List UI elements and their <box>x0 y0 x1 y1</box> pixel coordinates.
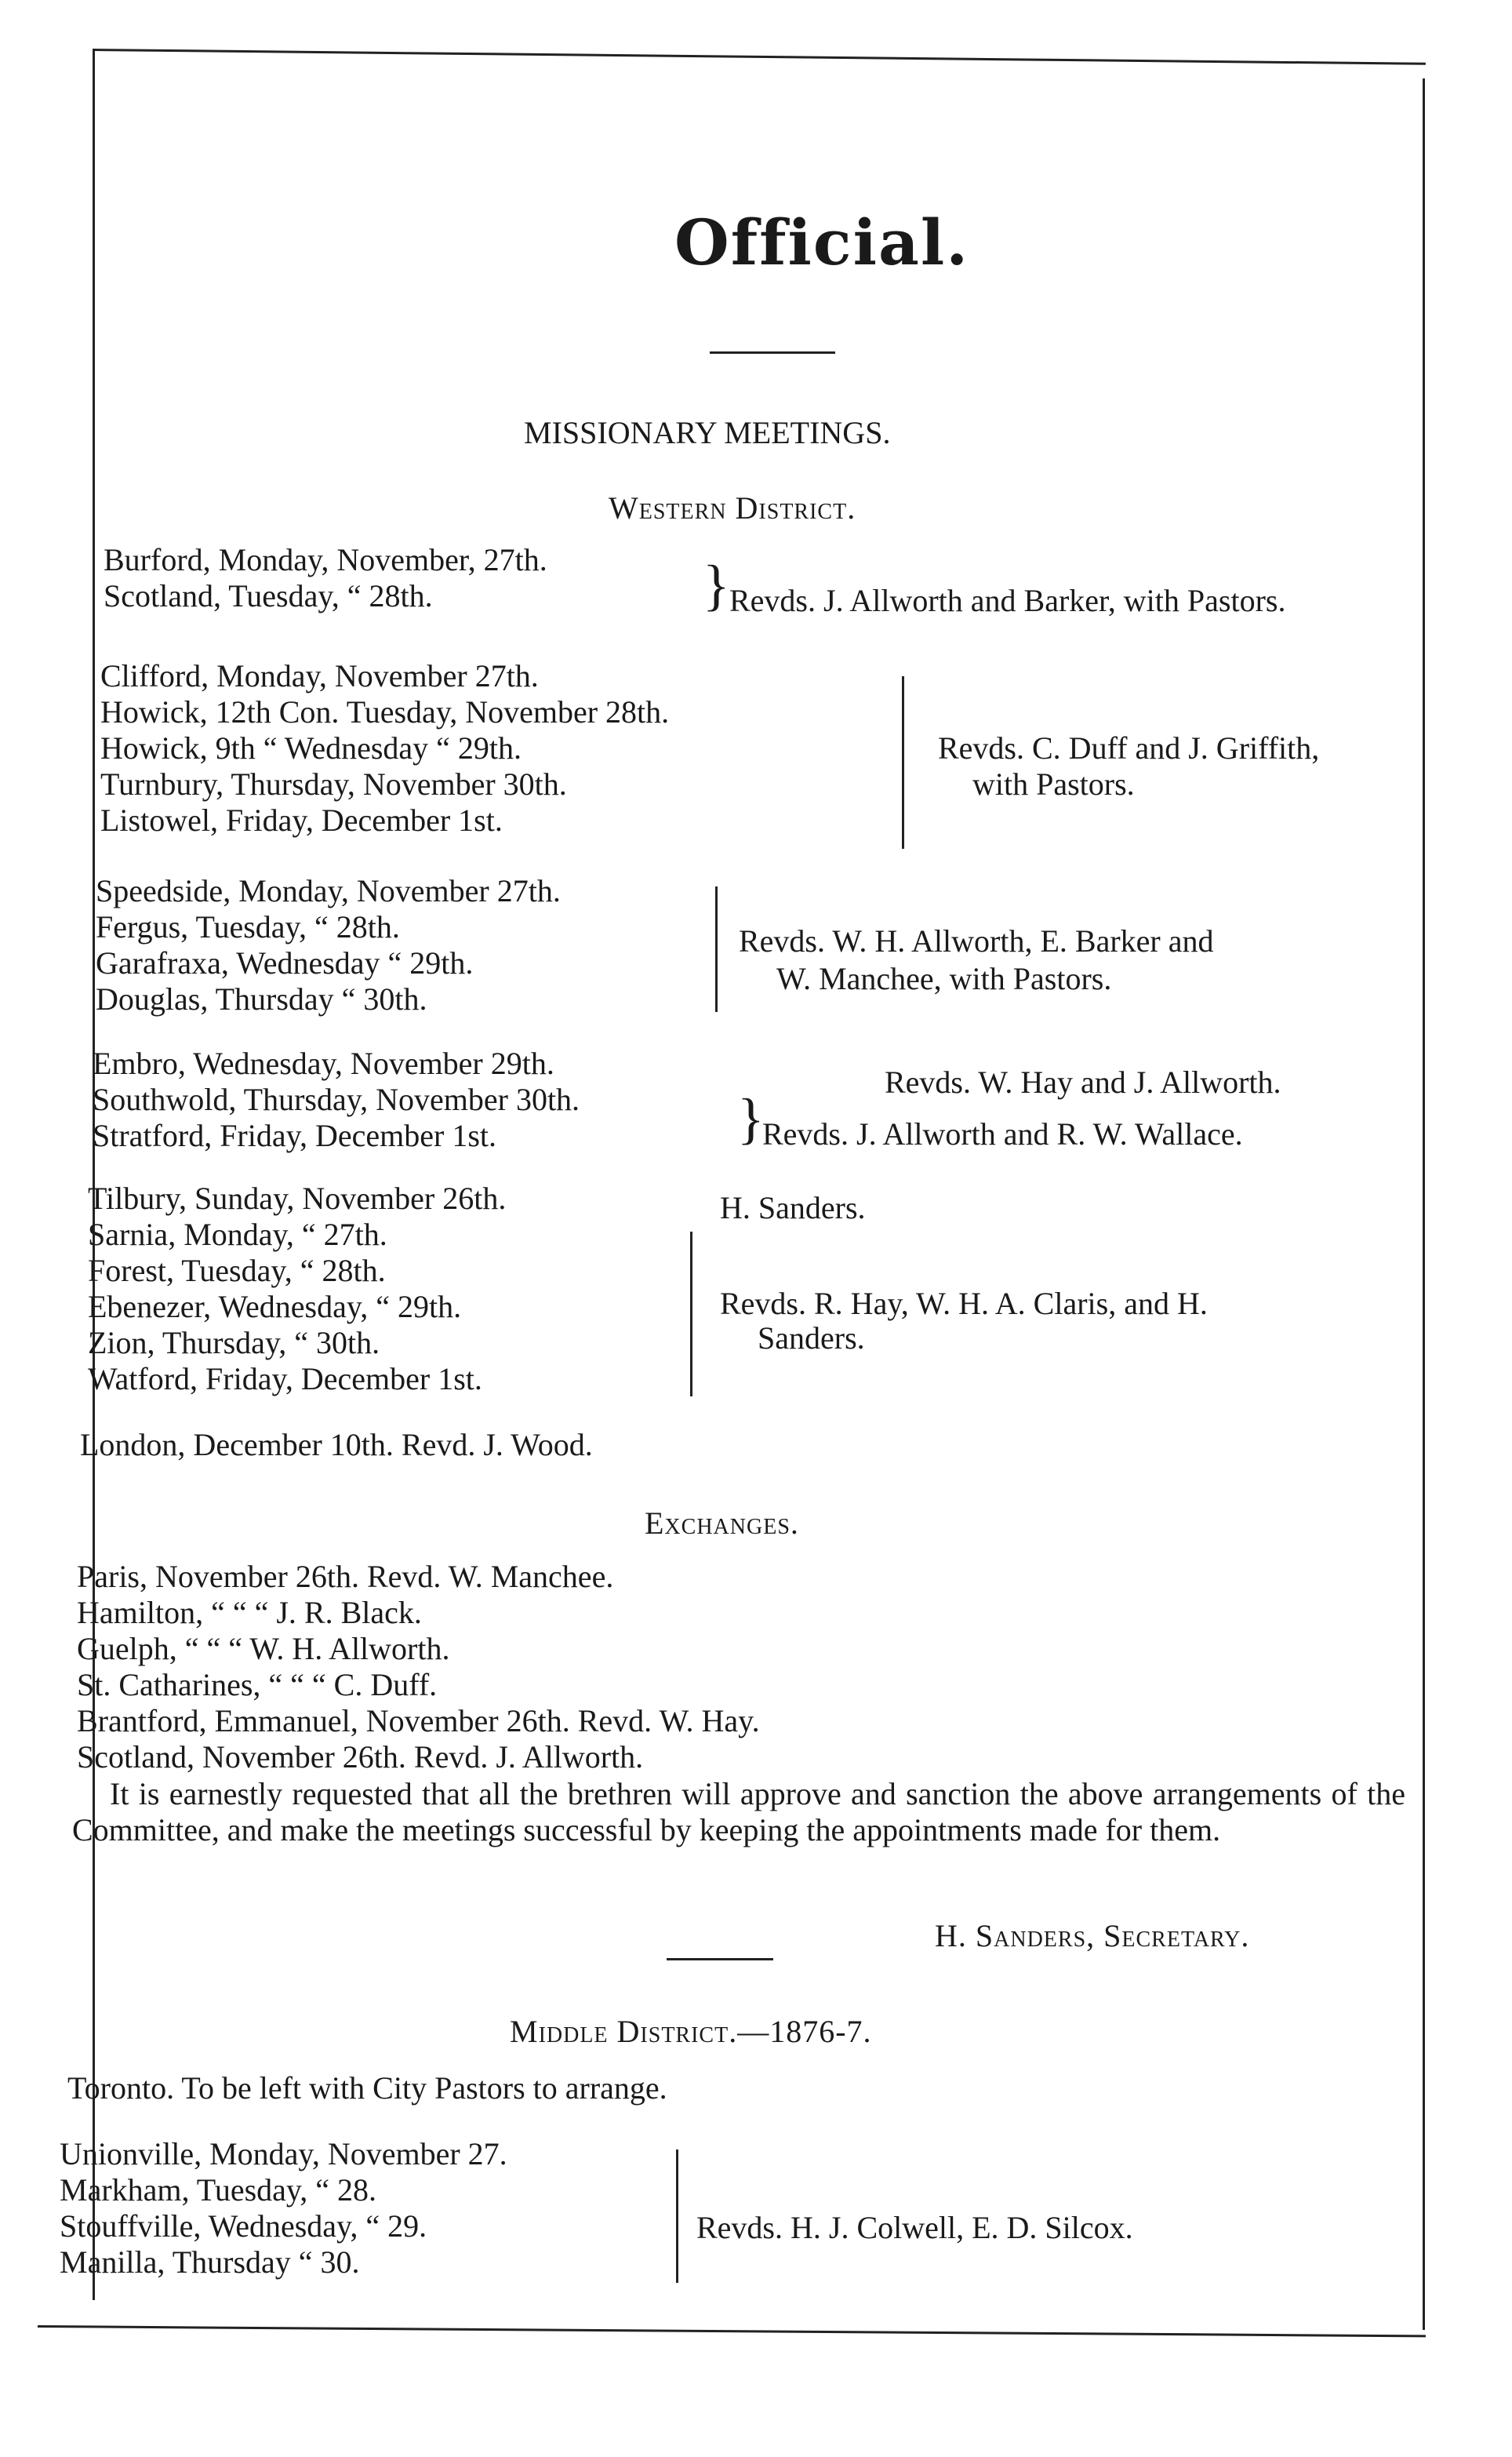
exchange-line: St. Catharines, “ “ “ C. Duff. <box>77 1667 438 1702</box>
meeting-line: Douglas, Thursday “ 30th. <box>96 981 427 1017</box>
meeting-line: Zion, Thursday, “ 30th. <box>88 1325 380 1360</box>
page-frame-bottom <box>38 2325 1426 2337</box>
exchanges-heading: Exchanges. <box>645 1505 799 1541</box>
western-district-heading: Western District. <box>609 490 856 526</box>
toronto-line: Toronto. To be left with City Pastors to arrange. <box>67 2070 667 2106</box>
exchange-line: Hamilton, “ “ “ J. R. Black. <box>77 1595 422 1630</box>
meeting-line: Howick, 12th Con. Tuesday, November 28th. <box>100 694 670 730</box>
meeting-line: Fergus, Tuesday, “ 28th. <box>96 909 400 945</box>
ministers: Sanders. <box>758 1320 865 1356</box>
meeting-line: Unionville, Monday, November 27. <box>60 2136 507 2171</box>
ministers: H. Sanders. <box>720 1190 866 1225</box>
brace <box>902 676 904 849</box>
title-rule <box>710 351 835 354</box>
ministers: Revds. C. Duff and J. Griffith, <box>938 730 1320 766</box>
page-frame-right <box>1423 78 1425 2330</box>
page-frame-top <box>93 49 1426 65</box>
meeting-line: Southwold, Thursday, November 30th. <box>93 1082 580 1117</box>
exchange-line: Scotland, November 26th. Revd. J. Allworth. <box>77 1739 644 1774</box>
meeting-line: Markham, Tuesday, “ 28. <box>60 2172 377 2208</box>
meeting-line: Speedside, Monday, November 27th. <box>96 873 561 908</box>
exchange-line: Brantford, Emmanuel, November 26th. Revd. W. Hay. <box>77 1703 760 1738</box>
ministers: Revds. R. Hay, W. H. A. Claris, and H. <box>720 1286 1208 1321</box>
meeting-line: Turnbury, Thursday, November 30th. <box>100 766 567 802</box>
page-title: Official. <box>674 206 970 279</box>
meeting-line: Garafraxa, Wednesday “ 29th. <box>96 945 474 981</box>
meeting-line: Stouffville, Wednesday, “ 29. <box>60 2208 427 2244</box>
ministers: Revds. H. J. Colwell, E. D. Silcox. <box>696 2210 1133 2245</box>
exchange-line: Paris, November 26th. Revd. W. Manchee. <box>77 1559 614 1594</box>
london-line: London, December 10th. Revd. J. Wood. <box>80 1427 593 1462</box>
request-note: It is earnestly requested that all the brethren will approve and sanction the above arrangements of the Committee, and make the meetings successful by keeping the appointments made for them. <box>72 1776 1405 1847</box>
meeting-line: Sarnia, Monday, “ 27th. <box>88 1217 387 1252</box>
meeting-line: Manilla, Thursday “ 30. <box>60 2244 360 2280</box>
meeting-line: Tilbury, Sunday, November 26th. <box>88 1181 507 1216</box>
page-frame-left <box>93 49 95 2300</box>
brace <box>690 1232 692 1396</box>
middle-district-heading: Middle District.—1876-7. <box>510 2014 872 2049</box>
main-heading: MISSIONARY MEETINGS. <box>524 415 891 450</box>
brace <box>676 2149 678 2283</box>
brace <box>715 886 718 1012</box>
ministers: with Pastors. <box>972 766 1135 802</box>
ministers: W. Manchee, with Pastors. <box>776 961 1112 996</box>
ministers: Revds. W. Hay and J. Allworth. <box>885 1065 1281 1100</box>
ministers: Revds. J. Allworth and R. W. Wallace. <box>762 1116 1243 1152</box>
ministers: Revds. J. Allworth and Barker, with Pastors. <box>729 583 1286 618</box>
brace: } <box>703 554 730 617</box>
meeting-line: Clifford, Monday, November 27th. <box>100 658 539 693</box>
meeting-line: Ebenezer, Wednesday, “ 29th. <box>88 1289 462 1324</box>
ministers: Revds. W. H. Allworth, E. Barker and <box>739 923 1214 959</box>
section-rule <box>667 1958 773 1960</box>
meeting-line: Scotland, Tuesday, “ 28th. <box>104 578 433 613</box>
brace: } <box>737 1087 765 1150</box>
meeting-line: Stratford, Friday, December 1st. <box>93 1118 497 1153</box>
meeting-line: Burford, Monday, November, 27th. <box>104 542 547 577</box>
meeting-line: Watford, Friday, December 1st. <box>88 1361 482 1396</box>
meeting-line: Embro, Wednesday, November 29th. <box>93 1046 554 1081</box>
meeting-line: Listowel, Friday, December 1st. <box>100 803 503 838</box>
exchange-line: Guelph, “ “ “ W. H. Allworth. <box>77 1631 450 1666</box>
meeting-line: Howick, 9th “ Wednesday “ 29th. <box>100 730 522 766</box>
meeting-line: Forest, Tuesday, “ 28th. <box>88 1253 386 1288</box>
signature: H. Sanders, Secretary. <box>935 1918 1250 1953</box>
